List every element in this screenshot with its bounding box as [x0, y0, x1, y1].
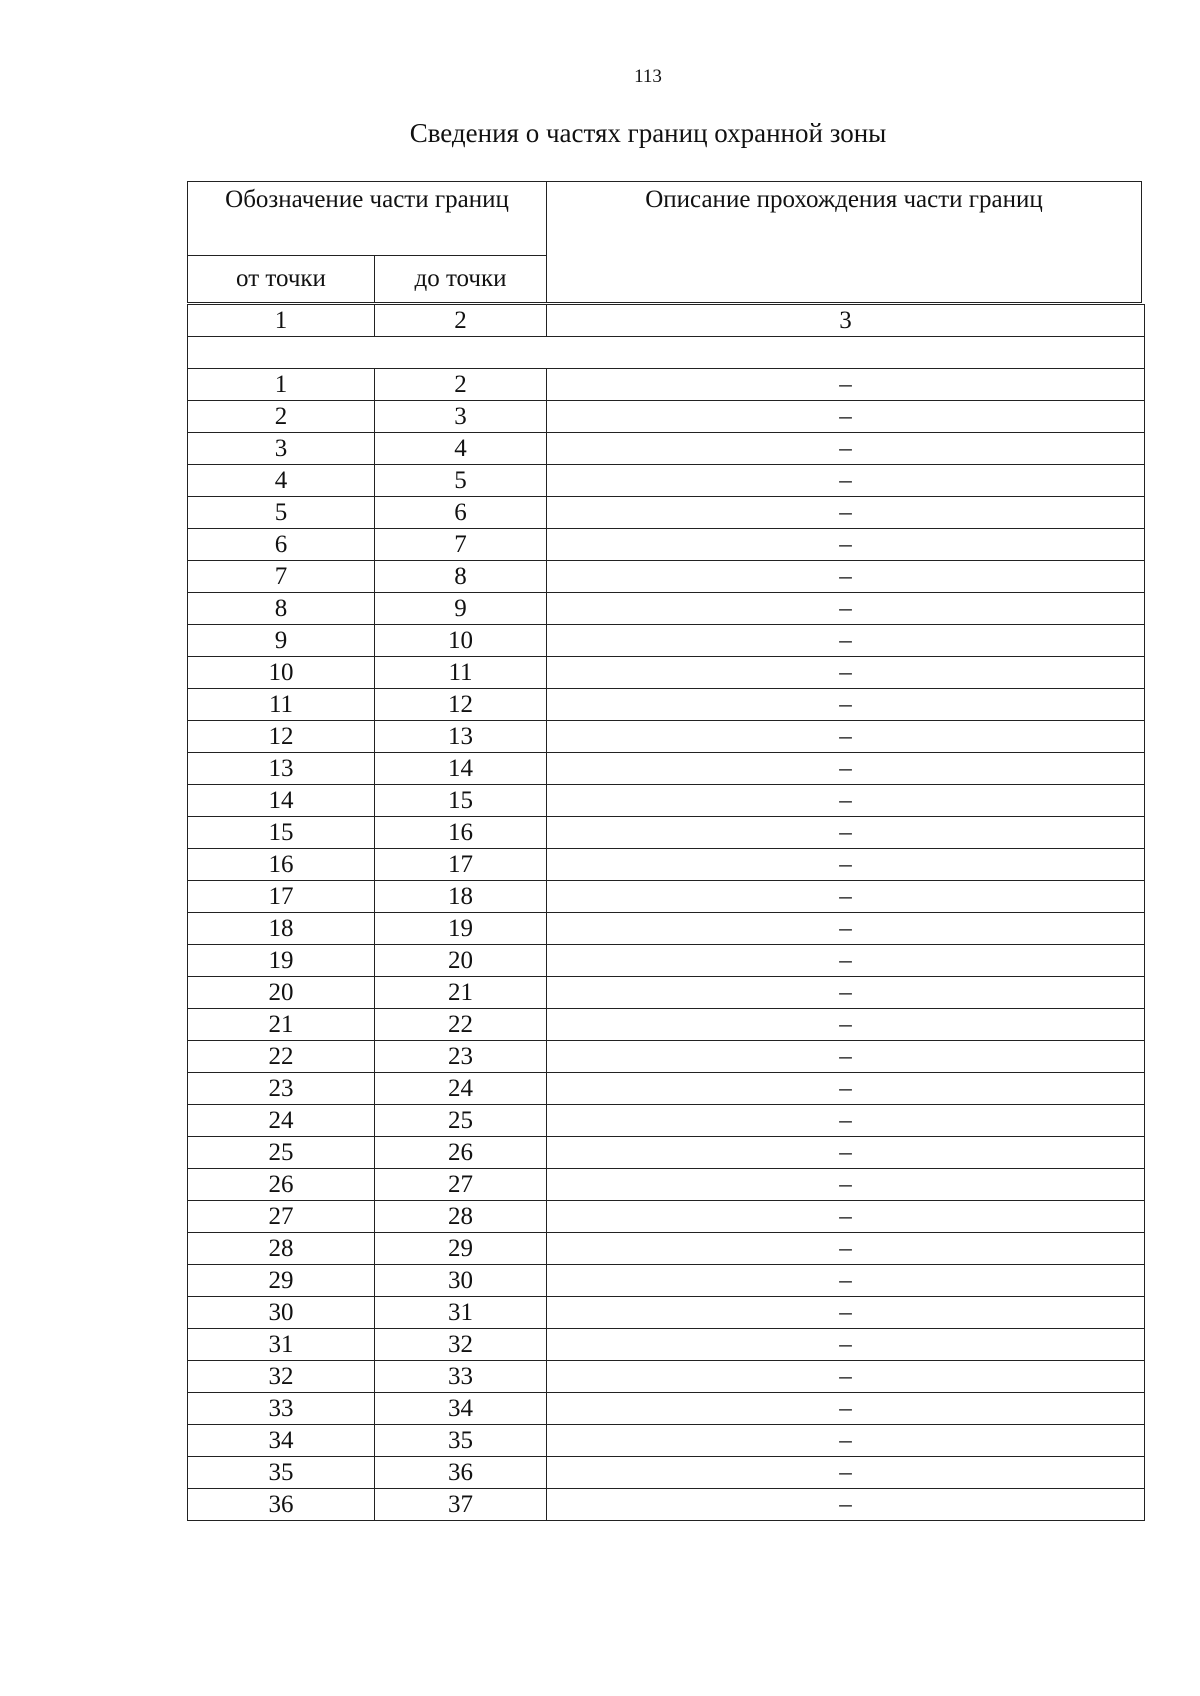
- to-point-cell: 35: [375, 1425, 547, 1457]
- from-point-cell: 3: [188, 433, 375, 465]
- to-point-cell: 6: [375, 497, 547, 529]
- description-cell: –: [547, 1201, 1145, 1233]
- to-point-cell: 30: [375, 1265, 547, 1297]
- to-point-cell: 7: [375, 529, 547, 561]
- description-cell: –: [547, 433, 1145, 465]
- description-cell: –: [547, 1425, 1145, 1457]
- from-point-cell: 15: [188, 817, 375, 849]
- to-point-cell: 12: [375, 689, 547, 721]
- table-row: [188, 1457, 1145, 1489]
- description-cell: –: [547, 945, 1145, 977]
- description-cell: –: [547, 401, 1145, 433]
- to-point-cell: 36: [375, 1457, 547, 1489]
- from-point-cell: 27: [188, 1201, 375, 1233]
- description-cell: –: [547, 497, 1145, 529]
- description-cell: –: [547, 1233, 1145, 1265]
- to-point-cell: 17: [375, 849, 547, 881]
- to-point-cell: 4: [375, 433, 547, 465]
- to-point-cell: 33: [375, 1361, 547, 1393]
- from-point-cell: 4: [188, 465, 375, 497]
- to-point-cell: 19: [375, 913, 547, 945]
- from-point-cell: 11: [188, 689, 375, 721]
- description-cell: –: [547, 1073, 1145, 1105]
- to-point-cell: 23: [375, 1041, 547, 1073]
- description-cell: –: [547, 881, 1145, 913]
- from-point-cell: 30: [188, 1297, 375, 1329]
- to-point-cell: 32: [375, 1329, 547, 1361]
- description-cell: –: [547, 913, 1145, 945]
- from-point-cell: 28: [188, 1233, 375, 1265]
- table-body: [188, 305, 1145, 1521]
- from-point-cell: 9: [188, 625, 375, 657]
- description-cell: –: [547, 1329, 1145, 1361]
- table-row: [188, 817, 1145, 849]
- table-row: [188, 1361, 1145, 1393]
- table-row: [188, 625, 1145, 657]
- to-point-cell: 18: [375, 881, 547, 913]
- from-point-cell: 31: [188, 1329, 375, 1361]
- table-row: [188, 1009, 1145, 1041]
- description-cell: –: [547, 657, 1145, 689]
- from-point-cell: 33: [188, 1393, 375, 1425]
- to-point-cell: 26: [375, 1137, 547, 1169]
- to-point-cell: 9: [375, 593, 547, 625]
- table-row: [188, 753, 1145, 785]
- table-row: [188, 1105, 1145, 1137]
- table-row: [188, 529, 1145, 561]
- from-point-cell: 18: [188, 913, 375, 945]
- description-cell: –: [547, 561, 1145, 593]
- table-row: [188, 1137, 1145, 1169]
- description-cell: –: [547, 1297, 1145, 1329]
- document-title: Сведения о частях границ охранной зоны: [409, 118, 887, 148]
- description-cell: –: [547, 1265, 1145, 1297]
- from-point-cell: 12: [188, 721, 375, 753]
- table-row: [188, 593, 1145, 625]
- table-row: [188, 689, 1145, 721]
- numbering-row: [188, 305, 1145, 337]
- column-number: 3: [547, 305, 1145, 337]
- to-point-cell: 24: [375, 1073, 547, 1105]
- description-cell: –: [547, 753, 1145, 785]
- from-point-cell: 13: [188, 753, 375, 785]
- table-row: [188, 1393, 1145, 1425]
- table-row: [188, 1201, 1145, 1233]
- description-cell: –: [547, 977, 1145, 1009]
- to-point-cell: 20: [375, 945, 547, 977]
- to-point-cell: 31: [375, 1297, 547, 1329]
- table-row: [188, 465, 1145, 497]
- table-row: [188, 1489, 1145, 1521]
- table-row: [188, 1425, 1145, 1457]
- from-point-cell: 32: [188, 1361, 375, 1393]
- to-point-cell: 13: [375, 721, 547, 753]
- description-cell: –: [547, 1169, 1145, 1201]
- description-cell: –: [547, 1489, 1145, 1521]
- from-point-cell: 24: [188, 1105, 375, 1137]
- table-row: [188, 1297, 1145, 1329]
- description-cell: –: [547, 369, 1145, 401]
- from-point-cell: 2: [188, 401, 375, 433]
- to-point-cell: 16: [375, 817, 547, 849]
- table-row: [188, 849, 1145, 881]
- to-point-cell: 14: [375, 753, 547, 785]
- column-number: 1: [188, 305, 375, 337]
- from-point-cell: 7: [188, 561, 375, 593]
- to-point-cell: 2: [375, 369, 547, 401]
- header-boundary-designation: Обозначение части границ: [188, 182, 547, 256]
- from-point-cell: 8: [188, 593, 375, 625]
- description-cell: –: [547, 529, 1145, 561]
- table-row: [188, 1233, 1145, 1265]
- table-row: [188, 1073, 1145, 1105]
- description-cell: –: [547, 785, 1145, 817]
- from-point-cell: 36: [188, 1489, 375, 1521]
- description-cell: –: [547, 1393, 1145, 1425]
- table-row: [188, 1329, 1145, 1361]
- to-point-cell: 27: [375, 1169, 547, 1201]
- from-point-cell: 34: [188, 1425, 375, 1457]
- to-point-cell: 34: [375, 1393, 547, 1425]
- from-point-cell: 25: [188, 1137, 375, 1169]
- table-row: [188, 657, 1145, 689]
- description-cell: –: [547, 1105, 1145, 1137]
- from-point-cell: 29: [188, 1265, 375, 1297]
- from-point-cell: 22: [188, 1041, 375, 1073]
- to-point-cell: 21: [375, 977, 547, 1009]
- description-cell: –: [547, 593, 1145, 625]
- from-point-cell: 1: [188, 369, 375, 401]
- from-point-cell: 23: [188, 1073, 375, 1105]
- table-row: [188, 433, 1145, 465]
- boundary-table: [187, 304, 1145, 1521]
- table-row: [188, 721, 1145, 753]
- from-point-cell: 5: [188, 497, 375, 529]
- to-point-cell: 29: [375, 1233, 547, 1265]
- table-row: [188, 881, 1145, 913]
- from-point-cell: 21: [188, 1009, 375, 1041]
- description-cell: –: [547, 1041, 1145, 1073]
- description-cell: –: [547, 465, 1145, 497]
- table-header: [187, 181, 1142, 303]
- from-point-cell: 20: [188, 977, 375, 1009]
- column-number: 2: [375, 305, 547, 337]
- from-point-cell: 6: [188, 529, 375, 561]
- description-cell: –: [547, 1361, 1145, 1393]
- table-row: [188, 785, 1145, 817]
- page-number: 113: [634, 66, 662, 87]
- to-point-cell: 22: [375, 1009, 547, 1041]
- to-point-cell: 15: [375, 785, 547, 817]
- table-row: [188, 913, 1145, 945]
- description-cell: –: [547, 1137, 1145, 1169]
- to-point-cell: 28: [375, 1201, 547, 1233]
- to-point-cell: 37: [375, 1489, 547, 1521]
- table-row: [188, 369, 1145, 401]
- description-cell: –: [547, 625, 1145, 657]
- to-point-cell: 11: [375, 657, 547, 689]
- table-row: [188, 497, 1145, 529]
- description-cell: –: [547, 1009, 1145, 1041]
- section-label: [188, 337, 1145, 369]
- description-cell: –: [547, 721, 1145, 753]
- to-point-cell: 10: [375, 625, 547, 657]
- header-to-point: до точки: [375, 256, 547, 303]
- header-from-point: от точки: [188, 256, 375, 303]
- table-row: [188, 945, 1145, 977]
- header-boundary-description: Описание прохождения части границ: [547, 182, 1142, 303]
- table-row: [188, 1041, 1145, 1073]
- from-point-cell: 17: [188, 881, 375, 913]
- to-point-cell: 3: [375, 401, 547, 433]
- to-point-cell: 25: [375, 1105, 547, 1137]
- description-cell: –: [547, 689, 1145, 721]
- table-row: [188, 1169, 1145, 1201]
- from-point-cell: 10: [188, 657, 375, 689]
- description-cell: –: [547, 817, 1145, 849]
- table-row: [188, 977, 1145, 1009]
- table-row: [188, 401, 1145, 433]
- description-cell: –: [547, 849, 1145, 881]
- table-row: [188, 1265, 1145, 1297]
- from-point-cell: 19: [188, 945, 375, 977]
- section-row: [188, 337, 1145, 369]
- table-row: [188, 561, 1145, 593]
- from-point-cell: 14: [188, 785, 375, 817]
- from-point-cell: 35: [188, 1457, 375, 1489]
- from-point-cell: 26: [188, 1169, 375, 1201]
- to-point-cell: 8: [375, 561, 547, 593]
- description-cell: –: [547, 1457, 1145, 1489]
- from-point-cell: 16: [188, 849, 375, 881]
- to-point-cell: 5: [375, 465, 547, 497]
